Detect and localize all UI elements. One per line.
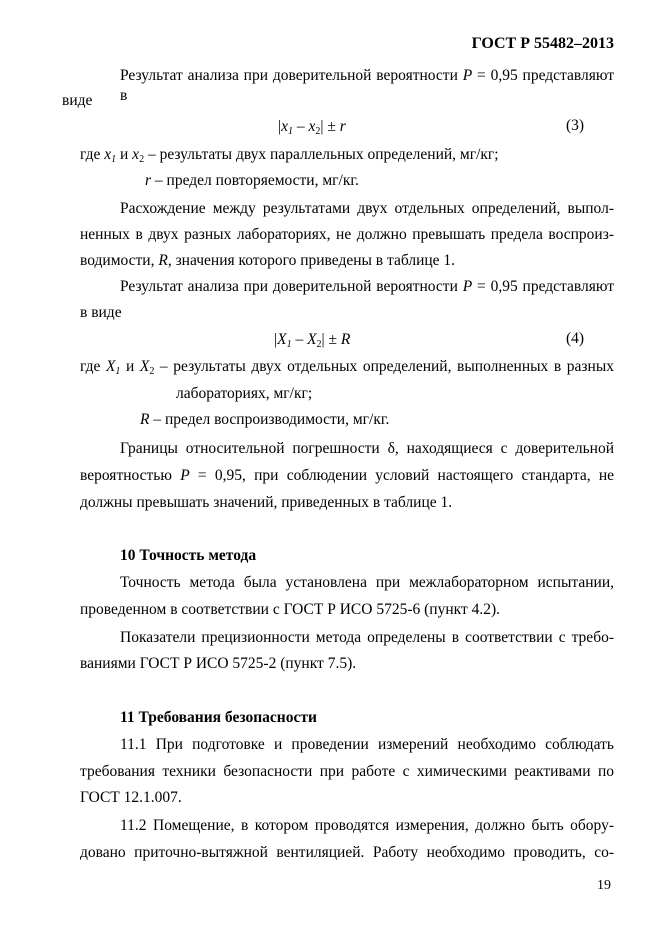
- paragraph-line: [80, 654, 356, 674]
- text-segment: |: [274, 331, 278, 348]
- equation: [278, 117, 346, 137]
- text-segment: Результат анализа при доверительной вероятности: [120, 278, 463, 295]
- text-segment: X: [105, 358, 116, 375]
- paragraph-line: [62, 91, 92, 111]
- paragraph-line: [80, 600, 500, 620]
- text-segment: 11 Требования безопасности: [120, 709, 317, 726]
- text-segment: ГОСТ 12.1.007.: [80, 789, 182, 806]
- text-segment: X: [307, 331, 317, 348]
- section-heading: [120, 546, 256, 566]
- text-segment: – предел повторяемости, мг/кг.: [151, 172, 359, 189]
- text-segment: где: [80, 146, 105, 163]
- paragraph-line: [80, 466, 614, 486]
- text-segment: водимости,: [80, 252, 159, 269]
- text-segment: –: [293, 118, 309, 135]
- text-segment: | ±: [320, 118, 340, 135]
- text-segment: – результаты двух параллельных определений, мг/кг;: [144, 146, 499, 163]
- text-segment: в виде: [80, 304, 122, 321]
- paragraph-line: [80, 303, 122, 323]
- text-segment: 1: [288, 126, 293, 137]
- text-segment: 10 Точность метода: [120, 547, 257, 564]
- paragraph-first-line: [120, 735, 614, 755]
- paragraph-line: [80, 843, 614, 863]
- paragraph-line: [140, 410, 389, 430]
- text-segment: 11.2 Помещение, в котором проводятся измерения, должно быть обору-: [120, 817, 614, 834]
- paragraph-line: [80, 251, 455, 271]
- text-segment: проведенном в соответствии с ГОСТ Р ИСО 5725-6 (пункт 4.2).: [80, 601, 501, 618]
- text-segment: x: [132, 146, 140, 163]
- text-segment: R: [140, 411, 150, 428]
- text-segment: r: [145, 172, 152, 189]
- paragraph-line: [145, 171, 359, 191]
- section-heading: [120, 708, 317, 728]
- text-segment: |: [278, 118, 282, 135]
- text-segment: r: [339, 118, 346, 135]
- text-segment: 2: [139, 154, 145, 165]
- text-segment: 11.1 При подготовке и проведении измерений необходимо соблюдать: [120, 736, 614, 753]
- text-segment: 1: [111, 154, 117, 165]
- text-segment: лабораториях, мг/кг;: [176, 385, 313, 402]
- page-number: 19: [597, 878, 611, 893]
- text-segment: –: [291, 331, 308, 348]
- text-segment: – результаты двух отдельных определений, выполненных в разных: [154, 358, 614, 375]
- text-segment: 1: [115, 366, 121, 377]
- text-segment: P: [180, 467, 190, 484]
- text-segment: ваниями ГОСТ Р ИСО 5725-2 (пункт 7.5).: [80, 655, 357, 672]
- text-segment: = 0,95, при соблюдении условий настоящего стандарта, не: [189, 467, 614, 484]
- text-segment: требования техники безопасности при работе с химическими реактивами по: [80, 763, 614, 780]
- text-segment: x: [281, 118, 288, 135]
- text-segment: Границы относительной погрешности δ, находящиеся с доверительной: [120, 440, 614, 457]
- paragraph-first-line: [120, 66, 614, 106]
- text-segment: R: [340, 331, 351, 348]
- text-segment: X: [139, 358, 150, 375]
- text-segment: 2: [316, 339, 322, 350]
- text-segment: Точность метода была установлена при межлабораторном испытании,: [120, 574, 614, 591]
- text-segment: виде: [62, 92, 93, 109]
- text-segment: довано приточно-вытяжной вентиляцией. Работу необходимо проводить, со-: [80, 844, 614, 861]
- text-segment: 2: [315, 126, 321, 137]
- paragraph-line: [80, 225, 614, 245]
- paragraph-first-line: [120, 816, 614, 836]
- equation-number: (3): [566, 117, 585, 134]
- paragraph-line: [176, 384, 312, 404]
- paragraph-line: [80, 145, 499, 165]
- text-segment: x: [104, 146, 112, 163]
- paragraph-first-line: [120, 439, 614, 459]
- document-header: ГОСТ Р 55482–2013: [471, 35, 614, 52]
- equation-number: (4): [566, 330, 585, 347]
- text-segment: = 0,95 представляют в: [120, 67, 614, 104]
- text-segment: и: [120, 358, 140, 375]
- text-segment: и: [116, 146, 133, 163]
- paragraph-line: [80, 762, 614, 782]
- text-segment: X: [277, 331, 287, 348]
- equation: [274, 330, 350, 350]
- text-segment: ненных в двух разных лабораториях, не должно превышать предела воспроиз-: [80, 226, 614, 243]
- text-segment: R: [158, 252, 168, 269]
- text-segment: = 0,95 представляют: [472, 278, 614, 295]
- text-segment: P: [462, 278, 473, 295]
- paragraph-line: [80, 788, 182, 808]
- text-segment: должны превышать значений, приведенных в таблице 1.: [80, 494, 453, 511]
- text-segment: x: [308, 118, 316, 135]
- text-segment: вероятностью: [80, 467, 181, 484]
- text-segment: Расхождение между результатами двух отдельных определений, выпол-: [120, 200, 614, 217]
- paragraph-line: [80, 493, 452, 513]
- text-segment: | ±: [321, 331, 341, 348]
- paragraph-first-line: [120, 628, 614, 648]
- text-segment: P: [462, 67, 473, 84]
- text-segment: – предел воспроизводимости, мг/кг.: [149, 411, 390, 428]
- paragraph-first-line: [120, 277, 614, 297]
- paragraph-line: [80, 357, 614, 377]
- paragraph-first-line: [120, 199, 614, 219]
- paragraph-first-line: [120, 573, 614, 593]
- text-segment: Результат анализа при доверительной вероятности: [120, 67, 463, 84]
- text-segment: 2: [149, 366, 155, 377]
- text-segment: Показатели прецизионности метода определены в соответствии с требо-: [120, 629, 614, 646]
- text-segment: , значения которого приведены в таблице 1.: [167, 252, 456, 269]
- text-segment: 1: [286, 339, 292, 350]
- text-segment: где: [80, 358, 106, 375]
